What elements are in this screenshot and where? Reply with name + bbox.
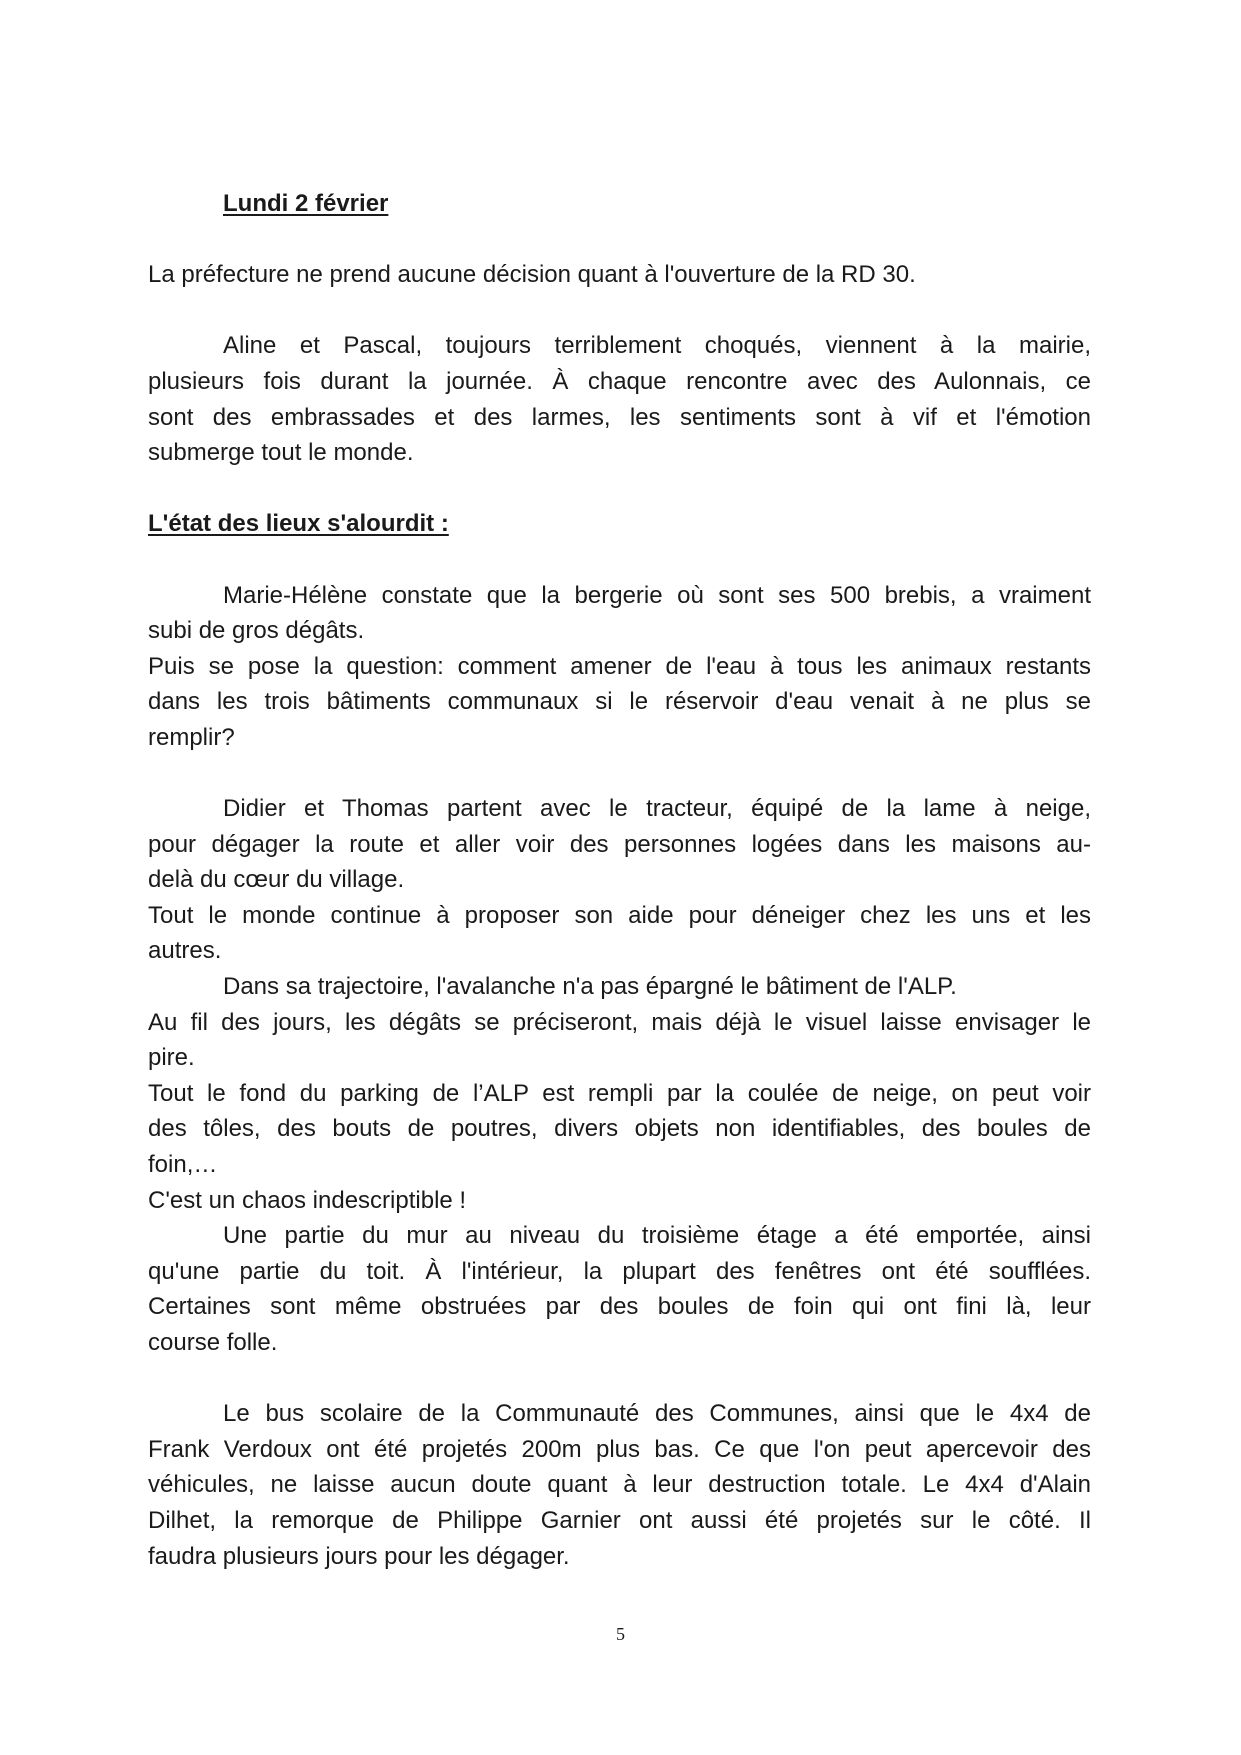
spacer bbox=[148, 293, 1091, 329]
spacer bbox=[148, 471, 1091, 507]
page-number: 5 bbox=[616, 1624, 625, 1644]
paragraph-line: Didier et Thomas partent avec le tracteur, équipé de la lame à neige, bbox=[223, 795, 1091, 823]
paragraph-line: sont des embrassades et des larmes, les sentiments sont à vif et l'émotion bbox=[148, 403, 1091, 431]
paragraph-line: course folle. bbox=[148, 1329, 278, 1356]
paragraph-line: Certaines sont même obstruées par des boules de foin qui ont fini là, leur bbox=[148, 1293, 1091, 1321]
section-heading: L'état des lieux s'alourdit : bbox=[148, 510, 449, 538]
paragraph-line: submerge tout le monde. bbox=[148, 439, 414, 467]
paragraph-line: faudra plusieurs jours pour les dégager. bbox=[148, 1542, 570, 1570]
paragraph-line: autres. bbox=[148, 937, 222, 965]
paragraph-line: Dans sa trajectoire, l'avalanche n'a pas épargné le bâtiment de l'ALP. bbox=[223, 973, 957, 1001]
paragraph-line: Une partie du mur au niveau du troisième étage a été emportée, ainsi bbox=[223, 1222, 1091, 1250]
paragraph-line: subi de gros dégâts. bbox=[148, 617, 365, 645]
spacer bbox=[148, 756, 1091, 792]
paragraph-prefecture: La préfecture ne prend aucune décision quant à l'ouverture de la RD 30. bbox=[148, 261, 916, 289]
paragraph-line: C'est un chaos indescriptible ! bbox=[148, 1186, 467, 1214]
spacer bbox=[148, 222, 1091, 258]
spacer bbox=[148, 542, 1091, 578]
paragraph-line: remplir? bbox=[148, 723, 235, 751]
spacer bbox=[148, 1361, 1091, 1397]
date-heading: Lundi 2 février bbox=[223, 190, 389, 217]
page-body bbox=[148, 186, 1091, 1574]
paragraph-line: véhicules, ne laisse aucun doute quant à leur destruction totale. Le 4x4 d'Alain bbox=[148, 1471, 1091, 1499]
paragraph-line: Frank Verdoux ont été projetés 200m plus bas. Ce que l'on peut apercevoir des bbox=[148, 1435, 1091, 1463]
paragraph-line: delà du cœur du village. bbox=[148, 866, 405, 894]
paragraph-line: Marie-Hélène constate que la bergerie où sont ses 500 brebis, a vraiment bbox=[223, 581, 1091, 609]
paragraph-line: Puis se pose la question: comment amener de l'eau à tous les animaux restants bbox=[148, 652, 1091, 680]
paragraph-line: Le bus scolaire de la Communauté des Communes, ainsi que le 4x4 de bbox=[223, 1400, 1091, 1428]
paragraph-line: foin,… bbox=[148, 1151, 218, 1179]
paragraph-line: pour dégager la route et aller voir des personnes logées dans les maisons au- bbox=[148, 830, 1091, 858]
paragraph-line: des tôles, des bouts de poutres, divers objets non identifiables, des boules de bbox=[148, 1115, 1091, 1143]
paragraph-line: pire. bbox=[148, 1044, 195, 1072]
paragraph-line: Tout le monde continue à proposer son aide pour déneiger chez les uns et les bbox=[148, 901, 1091, 929]
paragraph-line: Aline et Pascal, toujours terriblement choqués, viennent à la mairie, bbox=[223, 332, 1091, 360]
paragraph-line: Tout le fond du parking de l’ALP est rempli par la coulée de neige, on peut voir bbox=[148, 1079, 1091, 1107]
paragraph-line: Au fil des jours, les dégâts se préciseront, mais déjà le visuel laisse envisager le bbox=[148, 1008, 1091, 1036]
paragraph-line: qu'une partie du toit. À l'intérieur, la plupart des fenêtres ont été soufflées. bbox=[148, 1257, 1091, 1285]
paragraph-line: plusieurs fois durant la journée. À chaque rencontre avec des Aulonnais, ce bbox=[148, 367, 1091, 395]
paragraph-line: dans les trois bâtiments communaux si le réservoir d'eau venait à ne plus se bbox=[148, 688, 1091, 716]
paragraph-line: Dilhet, la remorque de Philippe Garnier ont aussi été projetés sur le côté. Il bbox=[148, 1506, 1091, 1534]
